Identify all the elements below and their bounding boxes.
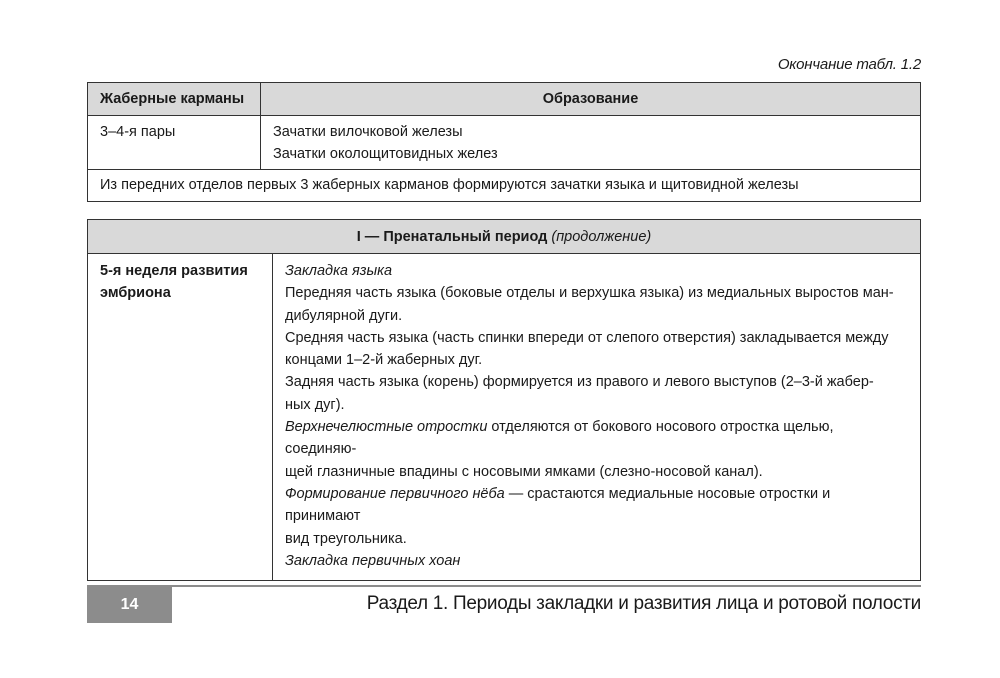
column-header-formation: Образование [261, 83, 921, 116]
period-header-row [88, 220, 921, 254]
column-header-pouches: Жаберные карманы [88, 83, 261, 116]
running-head: Раздел 1. Периоды закладки и развития лица и ротовой полости [366, 593, 921, 614]
tongue-middle-line-2: концами 1–2-й жаберных дуг. [285, 352, 483, 369]
footer-divider [87, 585, 921, 587]
period-header [88, 220, 921, 254]
maxillary-processes-line-2: щей глазничные впадины с носовыми ямками (слезно-носовой канал). [285, 463, 763, 480]
tongue-back-line-1: Задняя часть языка (корень) формируется из правого и левого выступов (2–3-й жабер- [285, 374, 874, 391]
tongue-back-line-2: ных дуг). [285, 396, 345, 413]
tongue-front-line-2: дибулярной дуги. [285, 307, 403, 324]
table-note-row [88, 170, 921, 202]
primary-choanae: Закладка первичных хоан [285, 552, 461, 569]
tongue-middle-line-1: Средняя часть языка (часть спинки впереди от слепого отверстия) закладывается между [285, 329, 889, 346]
pouch-cell: 3–4-я пары [88, 116, 261, 170]
period-header-continuation: (продолжение) [551, 228, 652, 245]
formation-item: Зачатки вилочковой железы [273, 124, 463, 140]
tongue-front-line-1: Передняя часть языка (боковые отделы и верхушка языка) из медиальных выростов ман- [285, 285, 894, 302]
table-row [88, 116, 921, 170]
table-header-row [88, 83, 921, 116]
maxillary-term: Верхнечелюстные отростки [285, 419, 488, 436]
page-number: 14 [87, 587, 172, 623]
formation-item: Зачатки околощитовидных желез [273, 146, 498, 162]
description-cell [273, 254, 921, 581]
period-header-title: I — Пренатальный период [356, 228, 548, 245]
note-cell: Из передних отделов первых 3 жаберных карманов формируются зачатки языка и щитовидной железы [88, 170, 921, 202]
primary-palate-line-1 [285, 483, 908, 528]
branchial-pouches-table [87, 82, 921, 202]
formation-cell [261, 116, 921, 170]
period-cell: 5-я неделя развития эмбриона [88, 254, 273, 581]
table-row [88, 254, 921, 581]
prenatal-period-table [87, 219, 921, 581]
maxillary-processes-line-1 [285, 416, 908, 461]
palate-text: — срастаются медиальные носовые отростки и принимают [285, 485, 831, 525]
maxillary-text: отделяются от бокового носового отростка щелью, соединяю- [285, 419, 834, 458]
table-caption: Окончание табл. 1.2 [777, 56, 921, 73]
tongue-title: Закладка языка [285, 263, 393, 279]
primary-palate-line-2: вид треугольника. [285, 530, 407, 547]
palate-term: Формирование первичного нёба [285, 485, 505, 502]
